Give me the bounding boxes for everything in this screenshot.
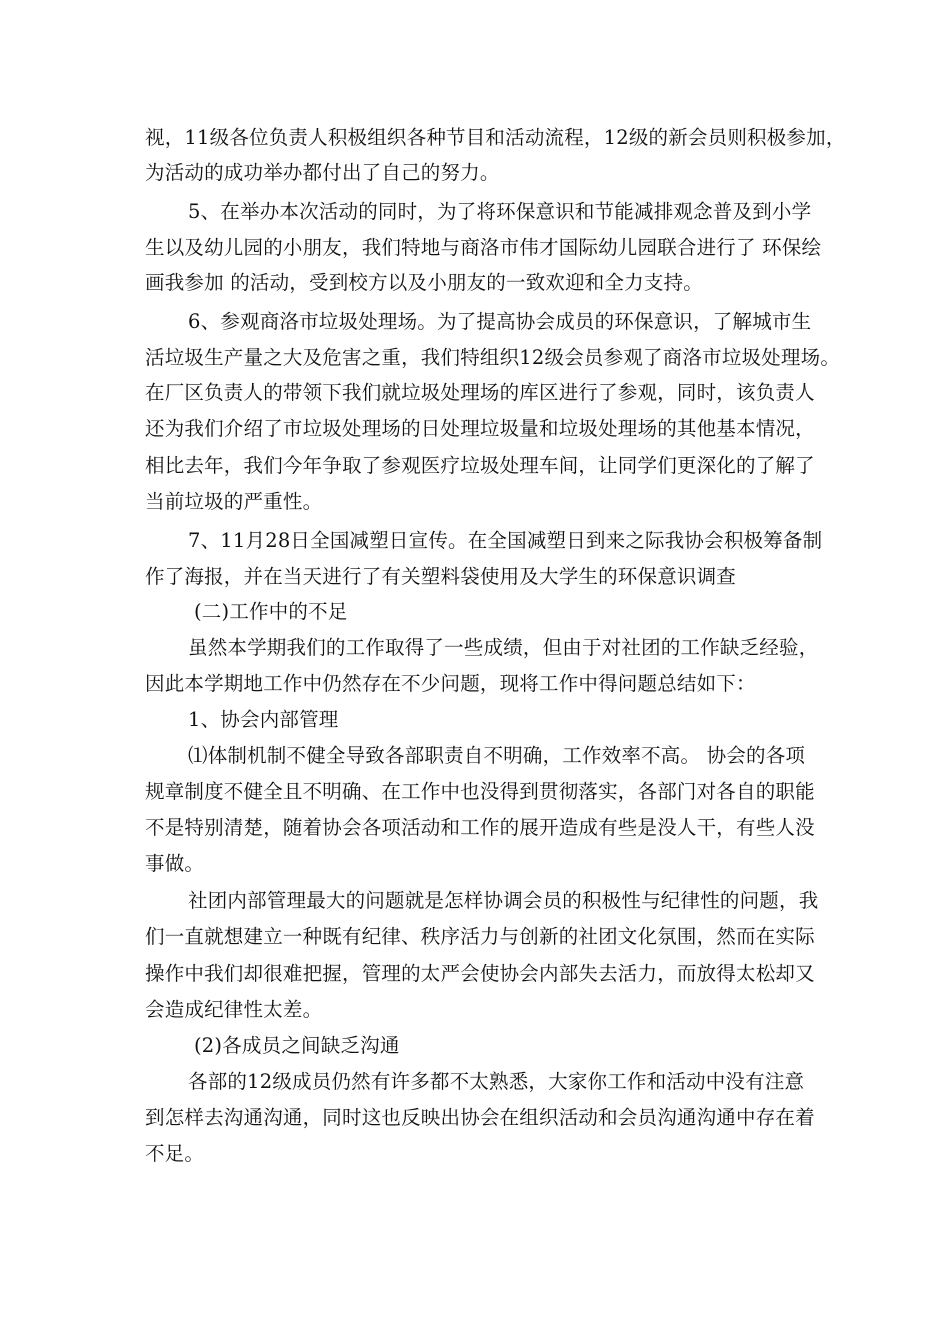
text-line: 虽然本学期我们的工作取得了一些成绩，但由于对社团的工作缺乏经验， — [188, 636, 819, 659]
section-heading: (二)工作中的不足 — [194, 600, 348, 623]
text-line: 视，11级各位负责人积极组织各种节目和活动流程，12级的新会员则积极参加， — [145, 126, 846, 149]
text-line: 规章制度不健全且不明确、在工作中也没得到贯彻落实，各部门对各自的职能 — [145, 780, 815, 803]
text-line: 到怎样去沟通沟通，同时这也反映出协会在组织活动和会员沟通沟通中存在着 — [145, 1106, 815, 1129]
text-line: 当前垃圾的严重性。 — [145, 490, 323, 513]
subsection-heading: 1、协会内部管理 — [188, 708, 339, 731]
text-line: 画我参加 的活动，受到校方以及小朋友的一致欢迎和全力支持。 — [145, 271, 703, 294]
text-line: 不足。 — [145, 1142, 205, 1165]
text-line: 在厂区负责人的带领下我们就垃圾处理场的库区进行了参观，同时，该负责人 — [145, 381, 815, 404]
text-line: 操作中我们却很难把握，管理的太严会使协会内部失去活力，而放得太松却又 — [145, 962, 815, 985]
text-line: 5、在举办本次活动的同时，为了将环保意识和节能减排观念普及到小学 — [188, 200, 812, 223]
subsection-heading: (2)各成员之间缺乏沟通 — [194, 1034, 400, 1057]
text-line: 不是特别清楚，随着协会各项活动和工作的展开造成有些是没人干，有些人没 — [145, 816, 815, 839]
text-line: 为活动的成功举办都付出了自己的努力。 — [145, 161, 500, 184]
text-line: 还为我们介绍了市垃圾处理场的日处理垃圾量和垃圾处理场的其他基本情况， — [145, 417, 815, 440]
text-line: 活垃圾生产量之大及危害之重，我们特组织12级会员参观了商洛市垃圾处理场。 — [145, 346, 841, 369]
text-line: 会造成纪律性太差。 — [145, 998, 323, 1021]
text-line: 相比去年，我们今年争取了参观医疗垃圾处理车间，让同学们更深化的了解了 — [145, 454, 815, 477]
text-line: 7、11月28日全国减塑日宣传。在全国减塑日到来之际我协会积极筹备制 — [188, 529, 823, 552]
text-line: 生以及幼儿园的小朋友，我们特地与商洛市伟才国际幼儿园联合进行了 环保绘 — [145, 236, 822, 259]
text-line: 6、参观商洛市垃圾处理场。为了提高协会成员的环保意识，了解城市生 — [188, 310, 812, 333]
text-line: 们一直就想建立一种既有纪律、秩序活力与创新的社团文化氛围，然而在实际 — [145, 925, 815, 948]
text-line: 因此本学期地工作中仍然存在不少问题，现将工作中得问题总结如下： — [145, 672, 756, 695]
text-line: ⑴体制机制不健全导致各部职责自不明确，工作效率不高。 协会的各项 — [188, 744, 806, 767]
text-line: 各部的12级成员仍然有许多都不太熟悉，大家你工作和活动中没有注意 — [188, 1070, 805, 1093]
text-line: 作了海报，并在当天进行了有关塑料袋使用及大学生的环保意识调查 — [145, 565, 737, 588]
text-line: 事做。 — [145, 852, 205, 875]
text-line: 社团内部管理最大的问题就是怎样协调会员的积极性与纪律性的问题，我 — [188, 889, 819, 912]
